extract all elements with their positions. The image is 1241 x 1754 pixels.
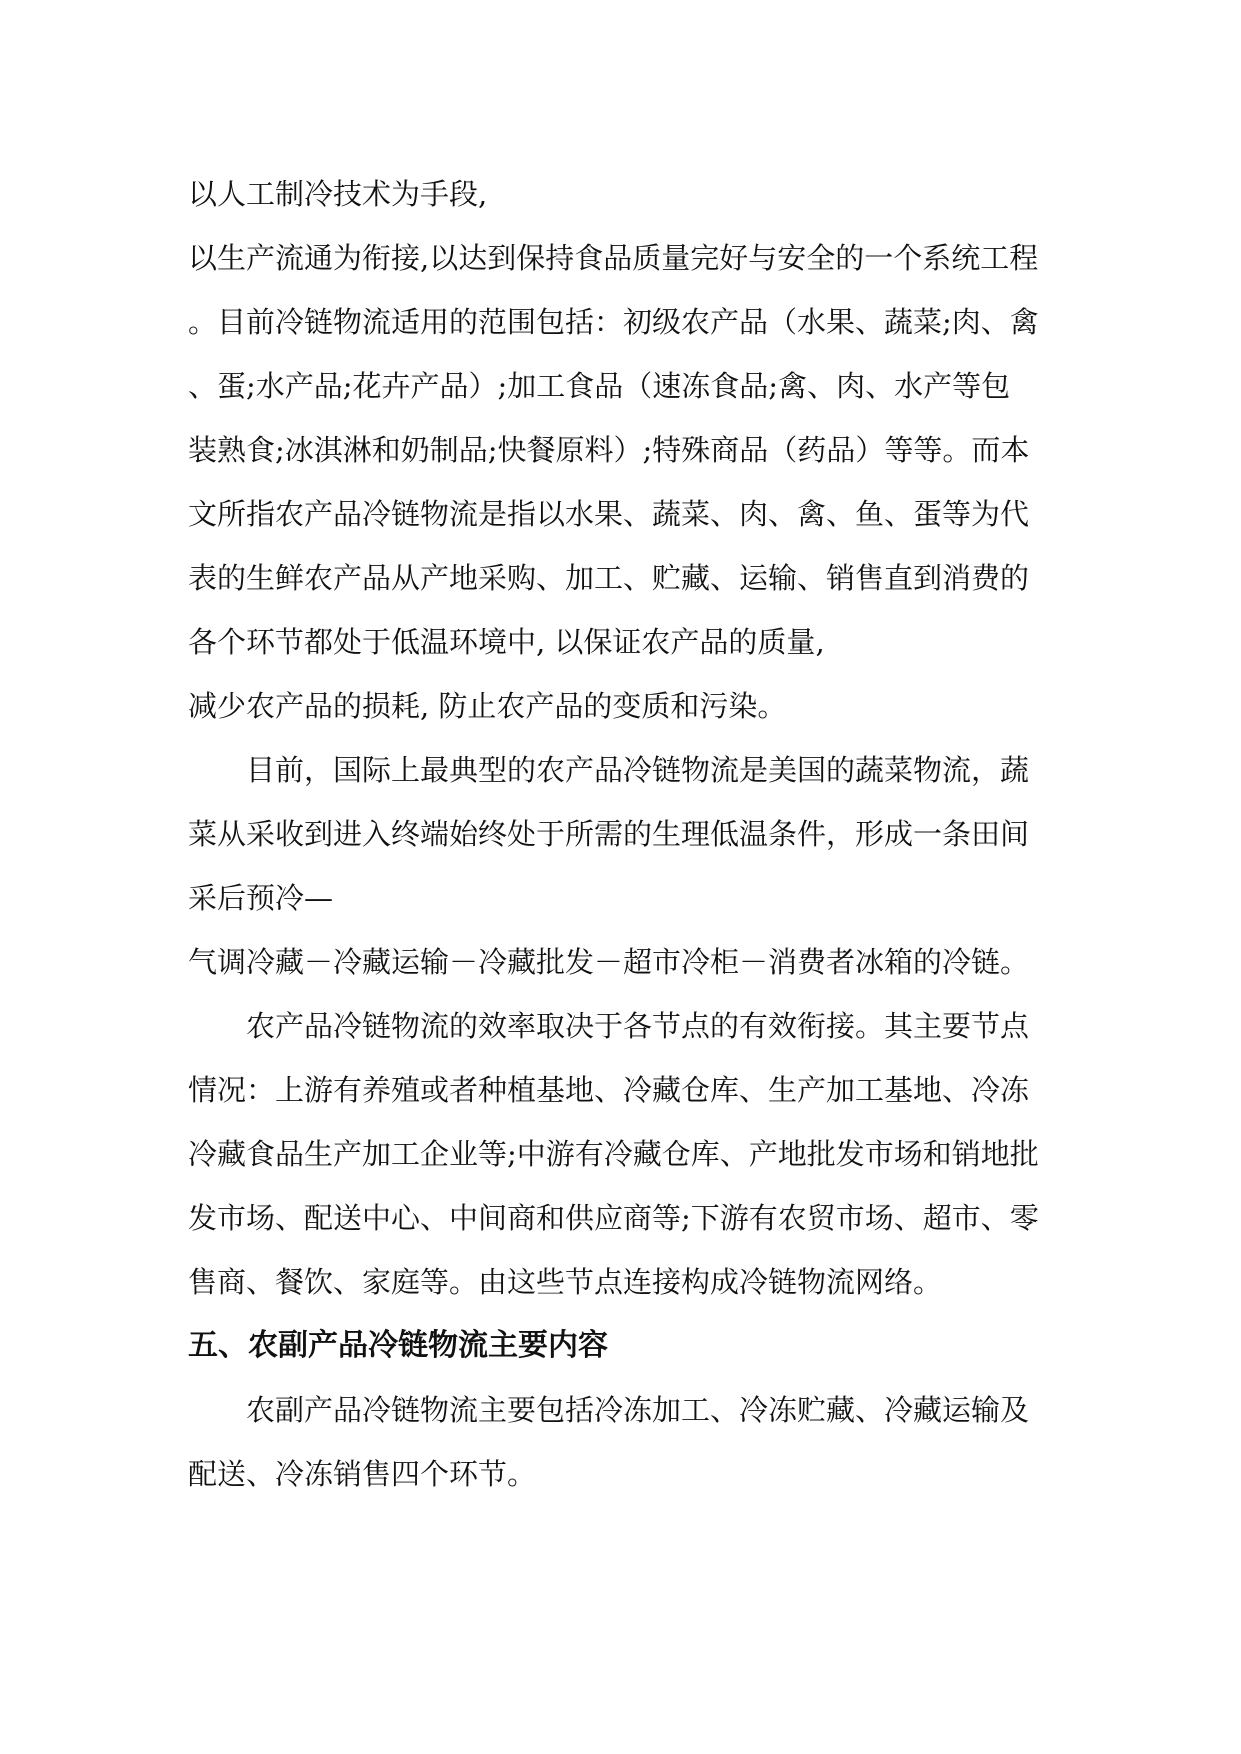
text-line: 农产品冷链物流的效率取决于各节点的有效衔接。其主要节点 <box>246 1009 1030 1043</box>
text-line: 装熟食;冰淇淋和奶制品;快餐原料）;特殊商品（药品）等等。而本 <box>188 433 1030 467</box>
document-body <box>188 162 1058 1506</box>
text-line: 目前，国际上最典型的农产品冷链物流是美国的蔬菜物流，蔬 <box>246 753 1030 787</box>
text-line: 采后预冷— <box>188 881 334 915</box>
text-line: 以生产流通为衔接,以达到保持食品质量完好与安全的一个系统工程 <box>188 241 1039 275</box>
text-line: 文所指农产品冷链物流是指以水果、蔬菜、肉、禽、鱼、蛋等为代 <box>188 497 1030 531</box>
text-line: 配送、冷冻销售四个环节。 <box>188 1457 537 1491</box>
text-line: 减少农产品的损耗, 防止农产品的变质和污染。 <box>188 689 787 723</box>
text-line: 发市场、配送中心、中间商和供应商等;下游有农贸市场、超市、零 <box>188 1201 1039 1235</box>
text-line: 农副产品冷链物流主要包括冷冻加工、冷冻贮藏、冷藏运输及 <box>246 1393 1030 1427</box>
text-line: 以人工制冷技术为手段, <box>188 177 488 211</box>
text-line: 气调冷藏－冷藏运输－冷藏批发－超市冷柜－消费者冰箱的冷链。 <box>188 945 1030 979</box>
section-heading: 五、农副产品冷链物流主要内容 <box>188 1328 608 1363</box>
text-line: 表的生鲜农产品从产地采购、加工、贮藏、运输、销售直到消费的 <box>188 561 1030 595</box>
text-line: 菜从采收到进入终端始终处于所需的生理低温条件，形成一条田间 <box>188 817 1030 851</box>
text-line: 冷藏食品生产加工企业等;中游有冷藏仓库、产地批发市场和销地批 <box>188 1137 1039 1171</box>
text-line: 各个环节都处于低温环境中, 以保证农产品的质量, <box>188 625 825 659</box>
text-line: 售商、餐饮、家庭等。由这些节点连接构成冷链物流网络。 <box>188 1265 943 1299</box>
text-line: 。目前冷链物流适用的范围包括：初级农产品（水果、蔬菜;肉、禽 <box>188 305 1039 339</box>
text-line: 情况：上游有养殖或者种植基地、冷藏仓库、生产加工基地、冷冻 <box>188 1073 1030 1107</box>
text-line: 、蛋;水产品;花卉产品）;加工食品（速冻食品;禽、肉、水产等包 <box>188 369 1011 403</box>
